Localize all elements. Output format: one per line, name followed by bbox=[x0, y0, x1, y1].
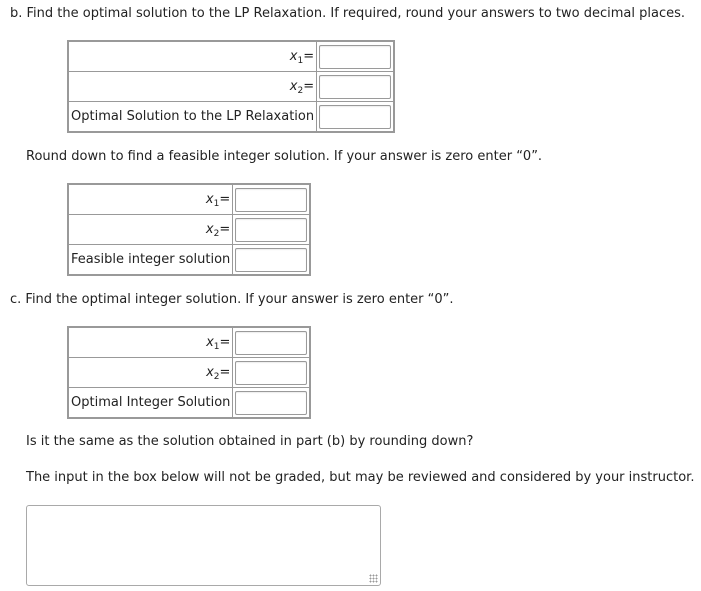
optimal-x1-input[interactable] bbox=[235, 331, 307, 355]
resize-grip-icon[interactable] bbox=[369, 574, 378, 583]
optimal-integer-label: Optimal Integer Solution bbox=[68, 388, 233, 419]
table-row bbox=[68, 184, 310, 215]
optimal-integer-cell bbox=[233, 388, 311, 419]
response-textarea[interactable] bbox=[26, 505, 381, 586]
lp-relaxation-table bbox=[67, 40, 395, 133]
table-row bbox=[68, 245, 310, 276]
x2-label: $x_2=$ bbox=[68, 215, 233, 245]
x1-label: $x_1=$ bbox=[68, 327, 233, 358]
feasible-x2-cell bbox=[233, 215, 311, 245]
optimal-x2-cell bbox=[233, 358, 311, 388]
table-row bbox=[68, 102, 394, 133]
lp-optimal-cell bbox=[317, 102, 395, 133]
feasible-x2-input[interactable] bbox=[235, 218, 307, 242]
lp-x1-cell bbox=[317, 41, 395, 72]
table-row bbox=[68, 358, 310, 388]
part-c-prompt: c. Find the optimal integer solution. If your answer is zero enter “0”. bbox=[10, 292, 454, 307]
feasible-x1-cell bbox=[233, 184, 311, 215]
lp-x1-input[interactable] bbox=[319, 45, 391, 69]
x1-label: $x_1=$ bbox=[68, 184, 233, 215]
lp-optimal-label: Optimal Solution to the LP Relaxation bbox=[68, 102, 317, 133]
part-b-prompt: b. Find the optimal solution to the LP Relaxation. If required, round your answers to two decimal places. bbox=[10, 6, 686, 21]
table-row bbox=[68, 388, 310, 419]
table-row bbox=[68, 215, 310, 245]
optimal-integer-input[interactable] bbox=[235, 391, 307, 415]
lp-x2-input[interactable] bbox=[319, 75, 391, 99]
optimal-integer-table bbox=[67, 326, 311, 419]
round-down-prompt: Round down to find a feasible integer solution. If your answer is zero enter “0”. bbox=[26, 149, 543, 164]
table-row bbox=[68, 72, 394, 102]
same-solution-question: Is it the same as the solution obtained in part (b) by rounding down? bbox=[26, 434, 474, 449]
x2-label: $x_2=$ bbox=[68, 358, 233, 388]
feasible-solution-input[interactable] bbox=[235, 248, 307, 272]
lp-x2-cell bbox=[317, 72, 395, 102]
x2-label: $x_2=$ bbox=[68, 72, 317, 102]
optimal-x1-cell bbox=[233, 327, 311, 358]
table-row bbox=[68, 41, 394, 72]
feasible-x1-input[interactable] bbox=[235, 188, 307, 212]
lp-optimal-input[interactable] bbox=[319, 105, 391, 129]
ungraded-note: The input in the box below will not be graded, but may be reviewed and considered by your instructor. bbox=[26, 470, 695, 485]
x1-label: $x_1=$ bbox=[68, 41, 317, 72]
optimal-x2-input[interactable] bbox=[235, 361, 307, 385]
table-row bbox=[68, 327, 310, 358]
feasible-integer-table bbox=[67, 183, 311, 276]
feasible-solution-cell bbox=[233, 245, 311, 276]
feasible-solution-label: Feasible integer solution bbox=[68, 245, 233, 276]
